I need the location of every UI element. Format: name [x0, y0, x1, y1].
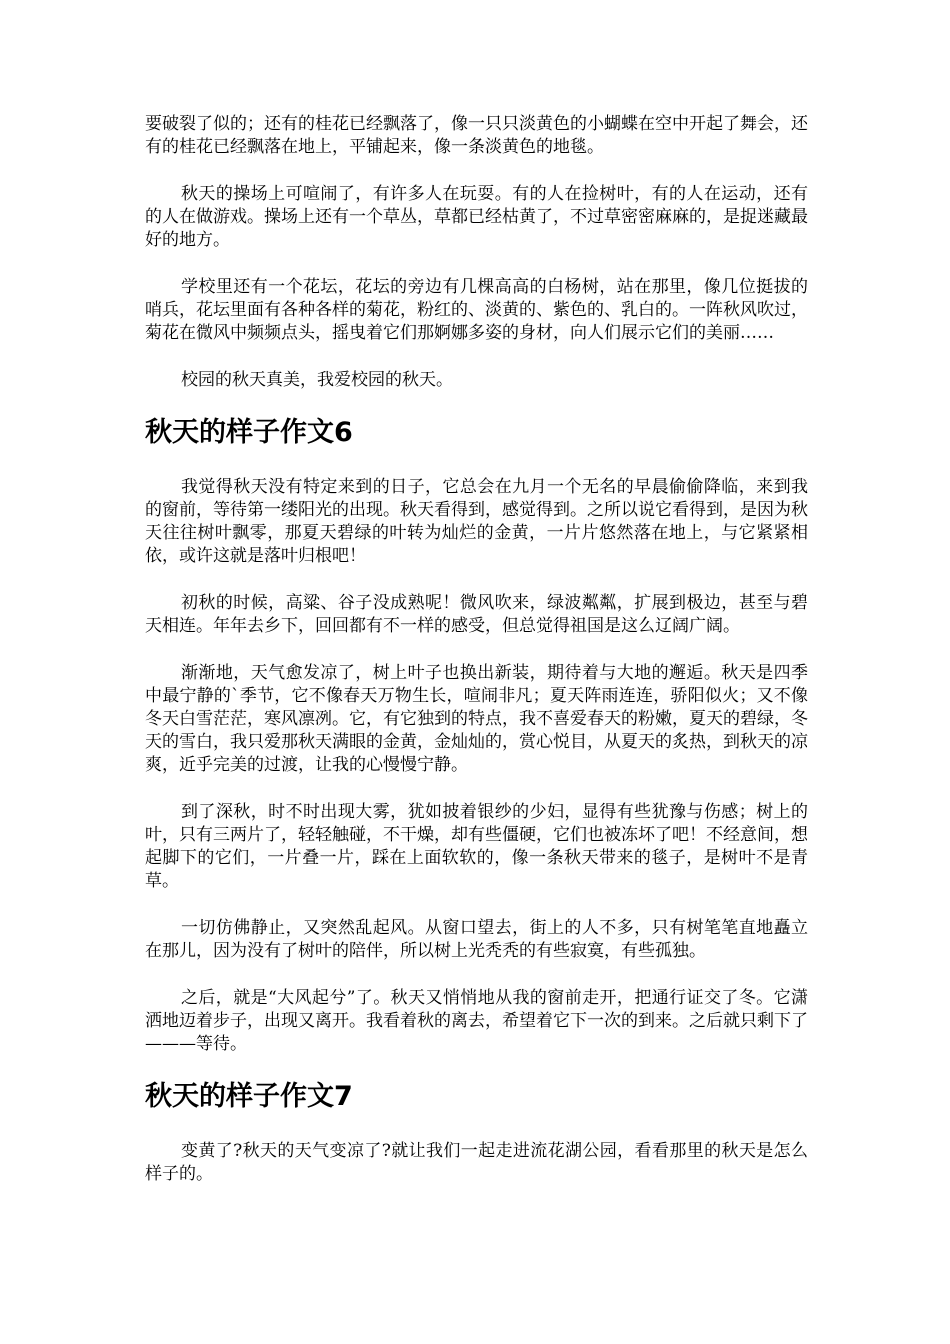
- section-7-title: 秋天的样子作文7: [145, 1081, 353, 1112]
- paragraph-6-1: 我觉得秋天没有特定来到的日子，它总会在九月一个无名的早晨偷偷降临，来到我的窗前，等待第一缕阳光的出现。秋天看得到，感觉得到。之所以说它看得到，是因为秋天往往树叶飘零，那夏天碧绿的叶转为灿烂的金黄，一片片悠然落在地上，与它紧紧相依，或许这就是落叶归根吧！: [145, 477, 808, 566]
- section-6-title: 秋天的样子作文6: [145, 417, 353, 448]
- paragraph-6-2: 初秋的时候，高粱、谷子没成熟呢！微风吹来，绿波粼粼，扩展到极边，甚至与碧天相连。年年去乡下，回回都有不一样的感受，但总觉得祖国是这么辽阔广阔。: [145, 593, 808, 636]
- paragraph-a1: 要破裂了似的；还有的桂花已经飘落了，像一只只淡黄色的小蝴蝶在空中开起了舞会，还有的桂花已经飘落在地上，平铺起来，像一条淡黄色的地毯。: [145, 114, 808, 157]
- document-page: [145, 113, 808, 1210]
- paragraph-a2: 秋天的操场上可喧闹了，有许多人在玩耍。有的人在捡树叶，有的人在运动，还有的人在做游戏。操场上还有一个草丛，草都已经枯黄了，不过草密密麻麻的，是捉迷藏最好的地方。: [145, 184, 808, 250]
- paragraph-6-3: 渐渐地，天气愈发凉了，树上叶子也换出新装，期待着与大地的邂逅。秋天是四季中最宁静的`季节，它不像春天万物生长，喧闹非凡；夏天阵雨连连，骄阳似火；又不像冬天白雪茫茫，寒风凛冽。它，有它独到的特点，我不喜爱春天的粉嫩，夏天的碧绿，冬天的雪白，我只爱那秋天满眼的金黄，金灿灿的，赏心悦目，从夏天的炙热，到秋天的凉爽，近乎完美的过渡，让我的心慢慢宁静。: [145, 663, 808, 775]
- paragraph-a4: 校园的秋天真美，我爱校园的秋天。: [181, 370, 453, 390]
- paragraph-6-5: 一切仿佛静止，又突然乱起风。从窗口望去，街上的人不多，只有树笔笔直地矗立在那儿，因为没有了树叶的陪伴，所以树上光秃秃的有些寂寞，有些孤独。: [145, 918, 808, 961]
- paragraph-7-1: 变黄了?秋天的天气变凉了?就让我们一起走进流花湖公园，看看那里的秋天是怎么样子的。: [145, 1141, 808, 1184]
- paragraph-a3: 学校里还有一个花坛，花坛的旁边有几棵高高的白杨树，站在那里，像几位挺拔的哨兵，花坛里面有各种各样的菊花，粉红的、淡黄的、紫色的、乳白的。一阵秋风吹过，菊花在微风中频频点头，摇曳着它们那婀娜多姿的身材，向人们展示它们的美丽……: [145, 277, 808, 343]
- paragraph-6-6: 之后，就是“大风起兮”了。秋天又悄悄地从我的窗前走开，把通行证交了冬。它潇洒地迈着步子，出现又离开。我看着秋的离去，希望着它下一次的到来。之后就只剩下了———等待。: [145, 988, 808, 1054]
- paragraph-6-4: 到了深秋，时不时出现大雾，犹如披着银纱的少妇，显得有些犹豫与伤感；树上的叶，只有三两片了，轻轻触碰，不干燥，却有些僵硬，它们也被冻坏了吧！不经意间，想起脚下的它们，一片叠一片，踩在上面软软的，像一条秋天带来的毯子，是树叶不是青草。: [145, 802, 808, 891]
